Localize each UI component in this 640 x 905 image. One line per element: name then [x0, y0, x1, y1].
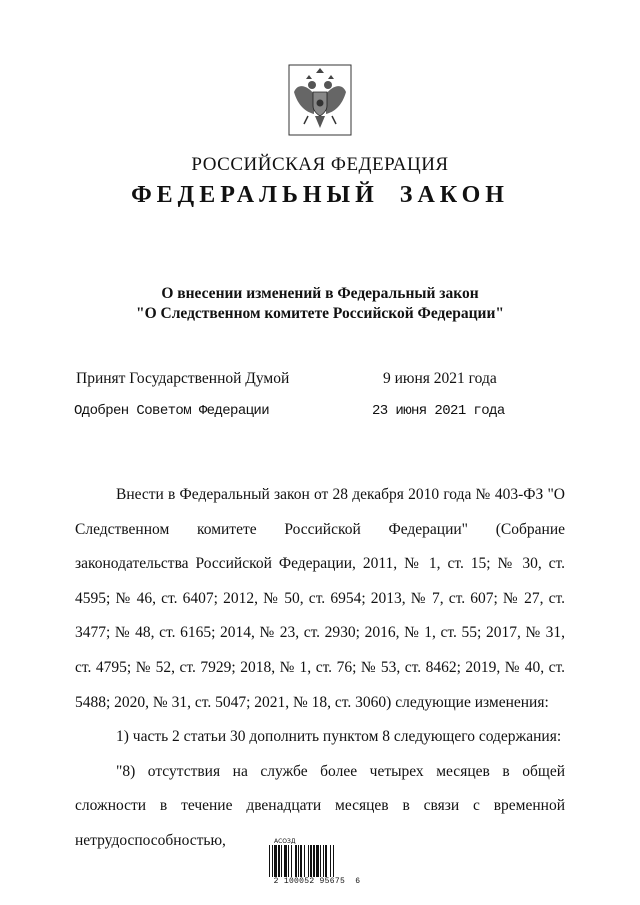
barcode-number: 2 100052 95675 6 — [273, 877, 361, 886]
duma-adoption-label: Принят Государственной Думой — [76, 370, 290, 387]
document-barcode — [267, 838, 367, 886]
coat-of-arms-icon — [288, 64, 352, 136]
council-approval-label: Одобрен Советом Федерации — [74, 403, 270, 419]
council-approval-date: 23 июня 2021 года — [372, 403, 505, 419]
country-name: РОССИЙСКАЯ ФЕДЕРАЦИЯ — [191, 154, 449, 175]
intro-paragraph: Внести в Федеральный закон от 28 декабря 2010 года № 403-ФЗ "О Следственном комитете Российской Федерации" (Собрание законодательства Российской Федерации, 2011, № 1, ст. 15; № 30, ст. 4595; № 46, ст. 6407; 2012, № 50, ст. 6954; 2013, № 7, ст. 607; № 27, ст. 3477; № 48, ст. 6165; 2014, № 23, ст. 2930; 2016, № 1, ст. 55; 2017, № 31, ст. 4795; № 52, ст. 7929; 2018, № 1, ст. 76; № 53, ст. 8462; 2019, № 40, ст. 5488; 2020, № 31, ст. 5047; 2021, № 18, ст. 3060) следующие изменения: — [75, 486, 565, 711]
barcode-mark: АСОЗД — [274, 838, 296, 845]
law-title-line-1: О внесении изменений в Федеральный закон — [161, 285, 479, 302]
law-body — [75, 478, 565, 859]
barcode-icon — [267, 845, 367, 877]
duma-adoption-date: 9 июня 2021 года — [383, 370, 497, 387]
amendment-item-1: 1) часть 2 статьи 30 дополнить пунктом 8 следующего содержания: — [116, 728, 562, 746]
amendment-quote: "8) отсутствия на службе более четырех месяцев в общей сложности в течение двенадцати месяцев в связи с временной нетрудоспособностью, — [75, 762, 565, 849]
document-type: ФЕДЕРАЛЬНЫЙ ЗАКОН — [131, 182, 509, 208]
law-title-line-2: "О Следственном комитете Российской Федерации" — [135, 305, 505, 322]
law-title — [0, 284, 640, 324]
